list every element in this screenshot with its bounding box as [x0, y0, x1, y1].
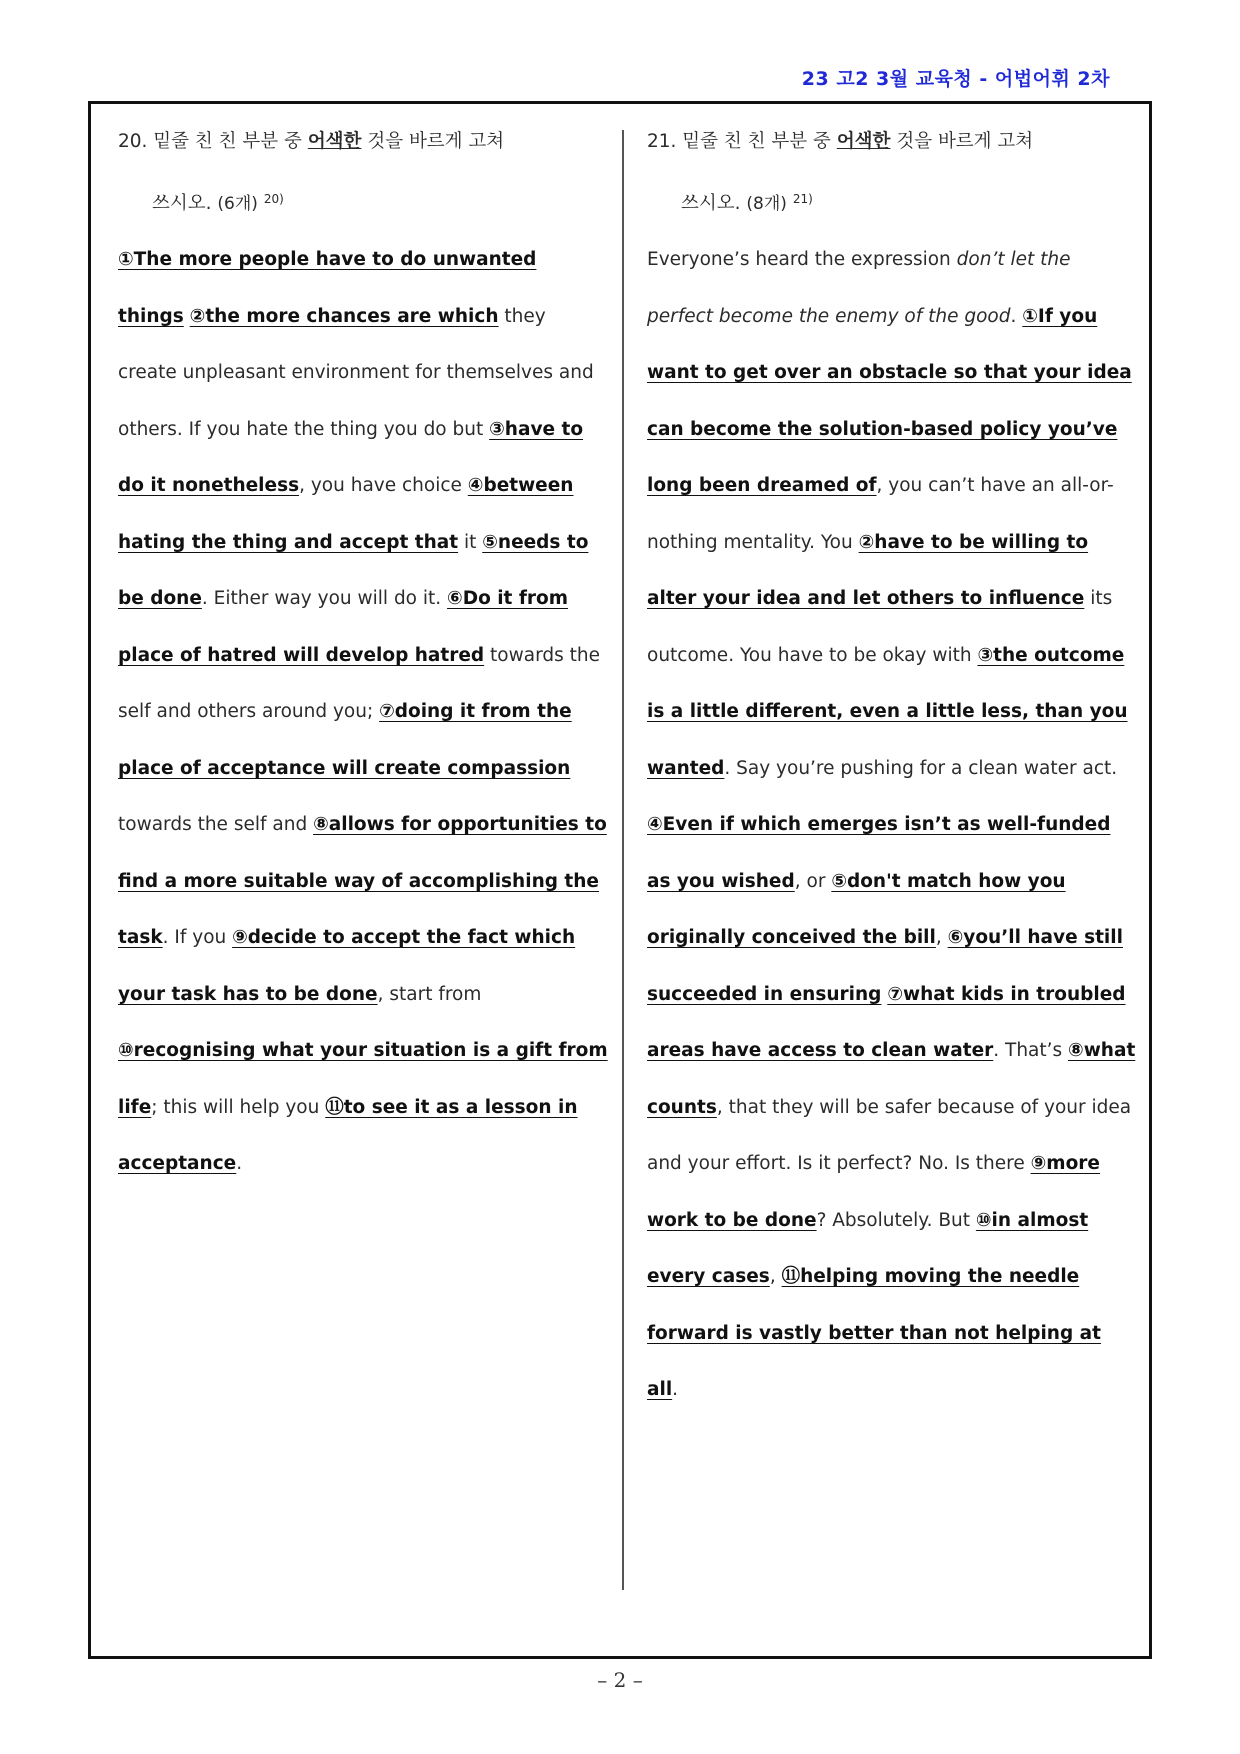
document-header-title: 23 고2 3월 교육청 - 어법어휘 2차 [801, 68, 1110, 90]
question-20-count: (6개) [217, 193, 258, 214]
underlined-item: ⑩recognising what your situation is a gift from life [118, 1040, 608, 1118]
page-number: – 2 – [597, 1668, 643, 1692]
question-21-passage [647, 232, 1137, 1419]
passage-text: . That’s [993, 1040, 1069, 1061]
question-20-sub-text: 쓰시오. [152, 192, 218, 214]
underlined-item: ⑥Do it from place of hatred will develop hatred [118, 588, 569, 666]
underlined-item: ⑥you’ll have still succeeded in ensuring [647, 927, 1123, 1005]
underlined-item: ③have to do it nonetheless [118, 418, 584, 496]
question-20-title [118, 114, 608, 171]
question-21-title-post: 것을 바르게 고쳐 [890, 131, 1034, 152]
passage-text: Everyone’s heard the expression [647, 249, 957, 270]
question-21-footnote-ref: 21) [792, 191, 813, 206]
passage-text: . If you [162, 927, 233, 948]
passage-text: towards the self and others around you; [118, 644, 600, 722]
passage-text: it [458, 531, 483, 553]
underlined-item: ⑤needs to be done [118, 531, 589, 609]
question-21-sub-text: 쓰시오. [681, 192, 747, 214]
underlined-item: ①If you want to get over an obstacle so that your idea can become the solution-based policy you’ve long been dreamed of [647, 305, 1132, 496]
passage-text: , or [794, 870, 832, 892]
underlined-item: ⑩in almost every cases [647, 1209, 1089, 1287]
underlined-item: ④Even if which emerges isn’t as well-funded as you wished [647, 814, 1111, 892]
passage-text: , you have choice [299, 475, 468, 496]
underlined-item: ⑧allows for opportunities to find a more suitable way of accomplishing the task [118, 814, 607, 948]
passage-text: . [236, 1153, 243, 1174]
question-20-title-post: 것을 바르게 고쳐 [361, 131, 505, 152]
underlined-item: ④between hating the thing and accept that [118, 475, 574, 553]
underlined-item: ⑨more work to be done [647, 1153, 1100, 1231]
passage-text: they create unpleasant environment for themselves and others. If you hate the thing you do but [118, 305, 594, 440]
underlined-item: ⑪to see it as a lesson in acceptance [118, 1096, 578, 1174]
question-20-title-emphasis: 어색한 [307, 131, 362, 152]
underlined-item: ⑦what kids in troubled areas have access to clean water [647, 983, 1126, 1061]
question-21 [647, 114, 1137, 1419]
question-21-count: (8개) [746, 193, 787, 214]
passage-text: , that they will be safer because of your idea and your effort. Is it perfect? No. Is there [647, 1096, 1132, 1174]
passage-text: its outcome. You have to be okay with [647, 588, 1113, 666]
passage-text: ? Absolutely. But [816, 1209, 976, 1231]
question-20 [118, 114, 608, 1193]
underlined-item: ⑪helping moving the needle forward is vastly better than not helping at all [647, 1266, 1101, 1400]
underlined-item: ⑧what counts [647, 1040, 1136, 1118]
question-21-title-emphasis: 어색한 [836, 131, 891, 152]
underlined-item: ①The more people have to do unwanted things [118, 249, 537, 327]
question-21-subtitle [647, 171, 1137, 233]
passage-text: towards the self and [118, 814, 314, 835]
italic-phrase: don’t let the perfect become the enemy of the good [647, 249, 1071, 327]
underlined-item: ⑦doing it from the place of acceptance will create compassion [118, 701, 572, 779]
passage-text: . [672, 1379, 679, 1400]
question-21-title [647, 114, 1137, 171]
passage-text: . Say you’re pushing for a clean water act. [724, 757, 1118, 779]
question-20-subtitle [118, 171, 608, 233]
question-21-title-pre: 21. 밑줄 친 친 부분 중 [647, 131, 837, 152]
underlined-item: ⑤don't match how you originally conceived the bill [647, 870, 1066, 948]
passage-text: . [1010, 305, 1023, 327]
underlined-item: ②the more chances are which [189, 305, 499, 327]
question-20-footnote-ref: 20) [263, 191, 284, 206]
passage-text: , [935, 927, 948, 948]
passage-text: , start from [377, 983, 482, 1005]
passage-text: ; this will help you [151, 1096, 326, 1118]
underlined-item: ②have to be willing to alter your idea and let others to influence [647, 531, 1089, 609]
question-20-passage [118, 232, 608, 1193]
passage-text: . Either way you will do it. [201, 588, 448, 609]
column-divider [622, 130, 624, 1590]
underlined-item: ③the outcome is a little different, even a little less, than you wanted [647, 644, 1128, 779]
passage-text: , you can’t have an all-or-nothing mentality. You [647, 475, 1114, 553]
passage-text: , [769, 1266, 782, 1287]
underlined-item: ⑨decide to accept the fact which your task has to be done [118, 927, 576, 1005]
question-20-title-pre: 20. 밑줄 친 친 부분 중 [118, 131, 308, 152]
